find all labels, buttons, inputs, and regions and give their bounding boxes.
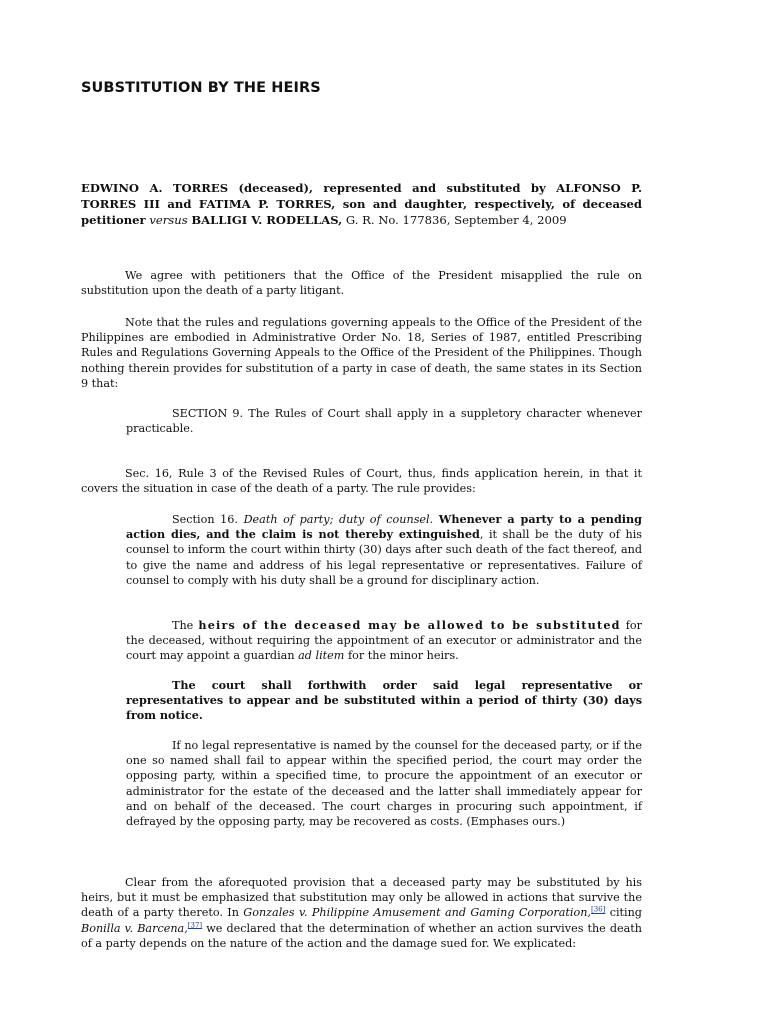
caption-citation: G. R. No. 177836, September 4, 2009 bbox=[345, 213, 567, 227]
footnote-37-link[interactable]: [37] bbox=[187, 920, 203, 929]
paragraph-4-c: we declared that the determination of whether an action survives the death of a party depends on the nature of the action and the damage sued for. We explicated: bbox=[81, 921, 643, 950]
caption-respondent: BALLIGI V. RODELLAS, bbox=[191, 213, 343, 227]
quote-no-representative bbox=[126, 738, 642, 829]
paragraph-4-a: Clear from the aforequoted provision that a deceased party may be substituted by his heirs, but it must be emphasized that substitution may only be allowed in actions that survive the death of a party thereto. In bbox=[81, 876, 642, 920]
quote-2-italic: ad litem bbox=[298, 649, 345, 663]
quote-1-bold: Whenever a party to a pending action dies, and the claim is not thereby extinguished bbox=[126, 512, 642, 542]
case-bonilla: Bonilla v. Barcena, bbox=[81, 921, 188, 935]
quote-2-mid: for the deceased, without requiring the appointment of an executor or administrator and the court may appoint a guardian bbox=[126, 619, 643, 663]
quote-heirs bbox=[126, 618, 642, 664]
caption-versus: versus bbox=[149, 213, 188, 227]
quote-section-9 bbox=[126, 406, 642, 436]
quote-section-9-text: SECTION 9. The Rules of Court shall apply in a suppletory character whenever practicable. bbox=[126, 407, 642, 436]
quote-section-16 bbox=[126, 512, 642, 588]
paragraph-3-text: Sec. 16, Rule 3 of the Revised Rules of Court, thus, finds application herein, in that it covers the situation in case of the death of a party. The rule provides: bbox=[81, 467, 642, 496]
caption-parties: EDWINO A. TORRES (deceased), represented and substituted by ALFONSO P. TORRES III and FATIMA P. TORRES, son and daughter, respectively, of deceased petitioner bbox=[81, 181, 642, 227]
paragraph-3 bbox=[81, 466, 642, 496]
quote-1-lead: Section 16. bbox=[172, 513, 238, 526]
document-heading: SUBSTITUTION BY THE HEIRS bbox=[81, 80, 321, 96]
quote-1-title: Death of party; duty of counsel. bbox=[243, 513, 434, 526]
paragraph-2 bbox=[81, 315, 642, 391]
paragraph-1 bbox=[81, 268, 642, 298]
quote-2-bold: heirs of the deceased may be allowed to be substituted bbox=[198, 618, 621, 632]
paragraph-4-b: citing bbox=[609, 906, 642, 920]
quote-court-order bbox=[126, 678, 642, 724]
quote-2-end: for the minor heirs. bbox=[347, 649, 459, 663]
case-gonzales: Gonzales v. Philippine Amusement and Gaming Corporation, bbox=[243, 906, 591, 920]
paragraph-2-text: Note that the rules and regulations governing appeals to the Office of the President of the Philippines are embodied in Administrative Order No. 18, Series of 1987, entitled Prescribing Rules and Regulations Governing Appeals to the Office of the President of the Philippines. Though nothing therein provides for substitution of a party in case of death, the same states in its Section 9 that: bbox=[81, 316, 642, 390]
quote-3-text: The court shall forthwith order said legal representative or representatives to appear and be substituted within a period of thirty (30) days from notice. bbox=[126, 678, 642, 723]
footnote-36-link[interactable]: [36] bbox=[590, 905, 606, 914]
quote-2-lead: The bbox=[172, 619, 194, 632]
case-caption bbox=[81, 180, 642, 228]
quote-1-rest: , it shall be the duty of his counsel to inform the court within thirty (30) days after such death of the fact thereof, and to give the name and address of his legal representative or representatives. Failure of counsel to comply with his duty shall be a ground for disciplinary action. bbox=[126, 528, 643, 587]
paragraph-4 bbox=[81, 875, 642, 951]
quote-4-text: If no legal representative is named by the counsel for the deceased party, or if the one so named shall fail to appear within the specified period, the court may order the opposing party, within a specified time, to procure the appointment of an executor or administrator for the estate of the deceased and the latter shall immediately appear for and on behalf of the deceased. The court charges in procuring such appointment, if defrayed by the opposing party, may be recovered as costs. (Emphases ours.) bbox=[126, 739, 642, 829]
paragraph-1-text: We agree with petitioners that the Office of the President misapplied the rule on substitution upon the death of a party litigant. bbox=[81, 269, 642, 298]
